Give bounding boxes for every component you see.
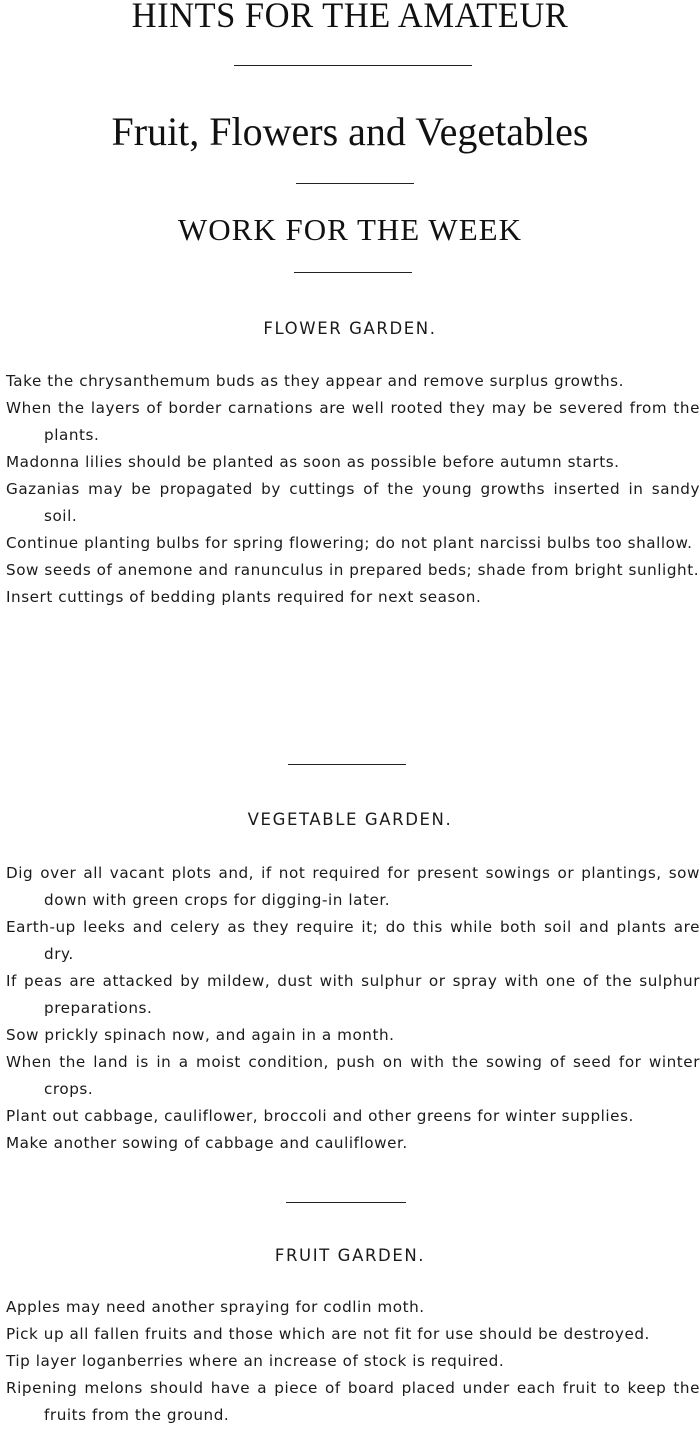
fruit-garden-heading: FRUIT GARDEN. [274, 1246, 426, 1265]
list-item: Plant out cabbage, cauliflower, broccoli and other greens for winter supplies. [6, 1107, 634, 1125]
list-item: Earth-up leeks and celery as they require it; do this while both soil and plants are dry. [6, 918, 700, 963]
list-item: When the layers of border carnations are well rooted they may be severed from the plants. [6, 399, 700, 444]
flower-garden-list [6, 368, 700, 611]
list-item: Sow seeds of anemone and ranunculus in prepared beds; shade from bright sunlight. [6, 561, 700, 579]
list-item: Apples may need another spraying for codlin moth. [6, 1298, 425, 1316]
section-title-divider [294, 272, 412, 273]
list-item: Continue planting bulbs for spring flowering; do not plant narcissi bulbs too shallow. [6, 534, 693, 552]
list-item: Dig over all vacant plots and, if not required for present sowings or plantings, sow down with green crops for digging-in later. [6, 864, 700, 909]
page-title: HINTS FOR THE AMATEUR [131, 0, 569, 35]
list-item: Gazanias may be propagated by cuttings of the young growths inserted in sandy soil. [6, 480, 700, 525]
list-item: If peas are attacked by mildew, dust with sulphur or spray with one of the sulphur preparations. [6, 972, 700, 1017]
page-subtitle: Fruit, Flowers and Vegetables [111, 109, 589, 154]
list-item: Sow prickly spinach now, and again in a month. [6, 1026, 395, 1044]
list-item: Tip layer loganberries where an increase of stock is required. [6, 1352, 505, 1370]
list-item: Pick up all fallen fruits and those which are not fit for use should be destroyed. [6, 1325, 650, 1343]
list-item: Take the chrysanthemum buds as they appear and remove surplus growths. [6, 372, 625, 390]
vegetable-garden-divider [286, 1202, 406, 1203]
flower-garden-divider [288, 764, 406, 765]
list-item: Ripening melons should have a piece of board placed under each fruit to keep the fruits from the ground. [6, 1379, 700, 1424]
list-item: When the land is in a moist condition, push on with the sowing of seed for winter crops. [6, 1053, 700, 1098]
list-item: Madonna lilies should be planted as soon as possible before autumn starts. [6, 453, 620, 471]
title-divider [234, 65, 472, 66]
section-title: WORK FOR THE WEEK [178, 212, 522, 247]
vegetable-garden-list [6, 860, 700, 1157]
list-item: Make another sowing of cabbage and cauliflower. [6, 1134, 408, 1152]
flower-garden-heading: FLOWER GARDEN. [263, 319, 437, 338]
list-item: Insert cuttings of bedding plants required for next season. [6, 588, 482, 606]
fruit-garden-list [6, 1294, 700, 1429]
vegetable-garden-heading: VEGETABLE GARDEN. [247, 810, 453, 829]
subtitle-divider [296, 183, 414, 184]
